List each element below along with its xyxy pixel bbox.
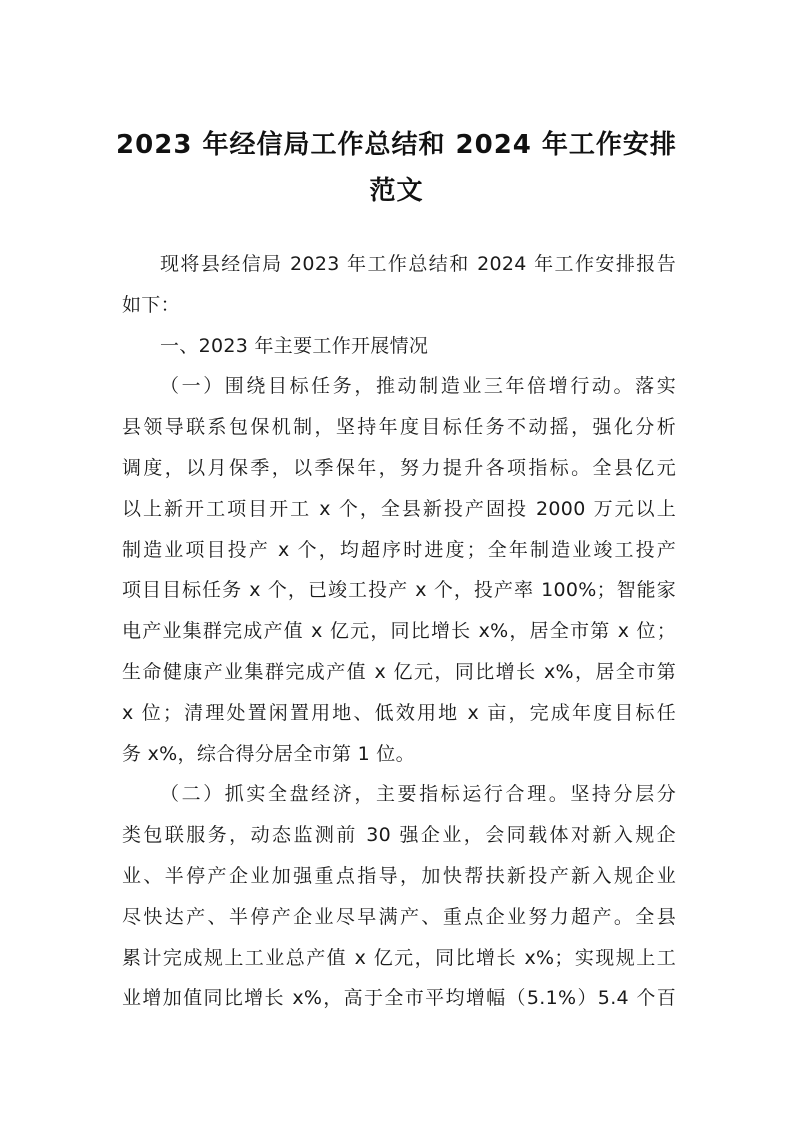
paragraph-line: 调度，以月保季，以季保年，努力提升各项指标。全县亿元 bbox=[122, 456, 676, 479]
paragraph-line: （二）抓实全盘经济，主要指标运行合理。坚持分层分 bbox=[160, 783, 676, 806]
paragraph-line: x 位；清理处置闲置用地、低效用地 x 亩，完成年度目标任 bbox=[122, 701, 676, 724]
paragraph-line: 业、半停产企业加强重点指导，加快帮扶新投产新入规企业 bbox=[122, 864, 676, 887]
paragraph-line: 电产业集群完成产值 x 亿元，同比增长 x%，居全市第 x 位； bbox=[122, 620, 676, 643]
paragraph-line: 生命健康产业集群完成产值 x 亿元，同比增长 x%，居全市第 bbox=[122, 660, 676, 683]
heading-line: 一、2023 年主要工作开展情况 bbox=[160, 334, 429, 357]
paragraph-line: 累计完成规上工业总产值 x 亿元，同比增长 x%；实现规上工 bbox=[122, 946, 676, 969]
body-paragraph-1 bbox=[122, 366, 676, 774]
paragraph-line: 务 x%，综合得分居全市第 1 位。 bbox=[122, 742, 415, 765]
paragraph-line: 尽快达产、半停产企业尽早满产、重点企业努力超产。全县 bbox=[122, 905, 676, 928]
title-line-2: 范文 bbox=[369, 176, 424, 206]
section-heading bbox=[122, 326, 676, 367]
paragraph-line: 县领导联系包保机制，坚持年度目标任务不动摇，强化分析 bbox=[122, 416, 676, 439]
title-line-1: 2023 年经信局工作总结和 2024 年工作安排 bbox=[116, 130, 677, 160]
intro-paragraph bbox=[122, 244, 676, 326]
paragraph-line: 制造业项目投产 x 个，均超序时进度；全年制造业竣工投产 bbox=[122, 538, 676, 561]
paragraph-line: 类包联服务，动态监测前 30 强企业，会同载体对新入规企 bbox=[122, 824, 676, 847]
paragraph-line: 以上新开工项目开工 x 个，全县新投产固投 2000 万元以上 bbox=[122, 497, 676, 520]
document-title bbox=[105, 122, 688, 214]
paragraph-line: （一）围绕目标任务，推动制造业三年倍增行动。落实 bbox=[160, 375, 676, 398]
paragraph-line: 业增加值同比增长 x%，高于全市平均增幅（5.1%）5.4 个百 bbox=[122, 987, 676, 1010]
paragraph-line: 项目目标任务 x 个，已竣工投产 x 个，投产率 100%；智能家 bbox=[122, 579, 676, 602]
paragraph-line: 现将县经信局 2023 年工作总结和 2024 年工作安排报告 bbox=[160, 253, 676, 275]
document-body bbox=[122, 244, 676, 1019]
body-paragraph-2 bbox=[122, 774, 676, 1019]
paragraph-line: 如下： bbox=[122, 293, 180, 316]
